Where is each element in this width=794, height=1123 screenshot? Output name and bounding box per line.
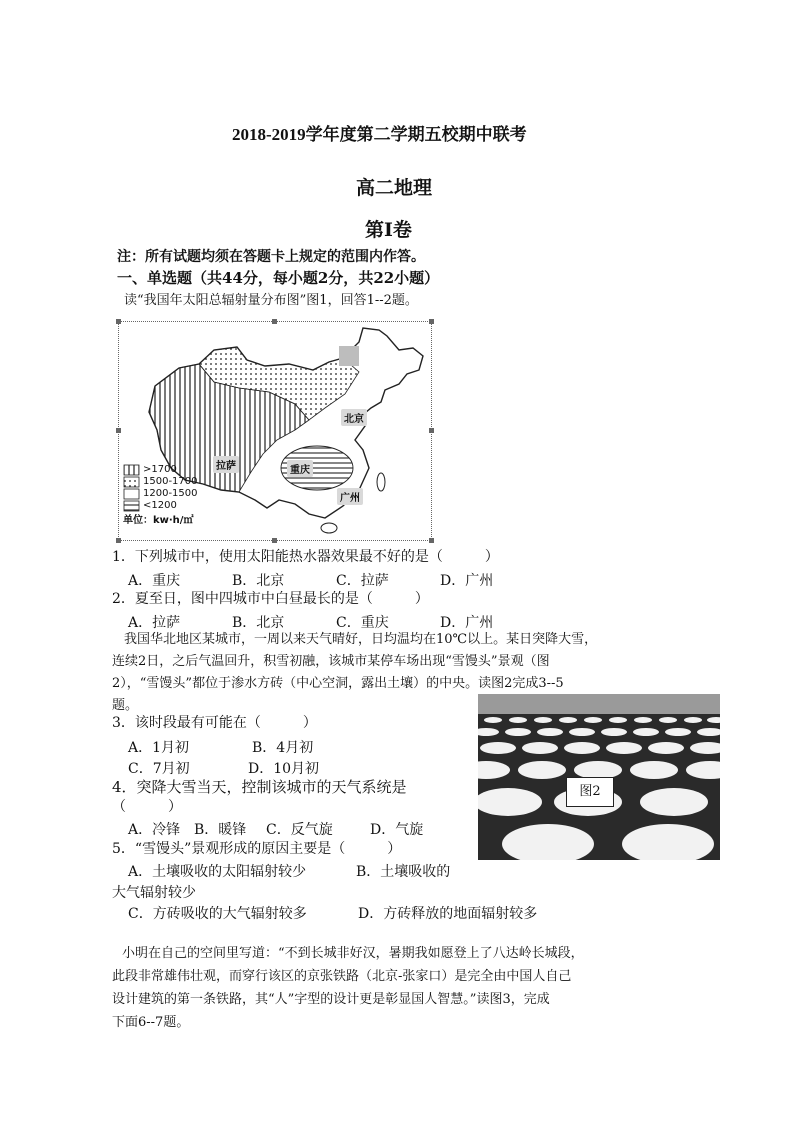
q4-option-c[interactable]: C．反气旋 bbox=[266, 822, 333, 838]
passage-line: 下面6--7题。 bbox=[112, 1015, 190, 1030]
label-chongqing: 重庆 bbox=[287, 460, 313, 477]
legend-item: <1200 bbox=[143, 500, 177, 511]
legend-item: 1200-1500 bbox=[143, 488, 198, 499]
q2-option-c[interactable]: C．重庆 bbox=[336, 615, 389, 631]
legend-item: >1700 bbox=[143, 464, 177, 475]
q3-option-d[interactable]: D．10月初 bbox=[248, 761, 320, 777]
passage-line: 设计建筑的第一条铁路，其“人”字型的设计更是彰显国人智慧。”读图3，完成 bbox=[112, 992, 550, 1007]
q3-option-c[interactable]: C．7月初 bbox=[128, 761, 190, 777]
section-heading: 一、单选题（共44分，每小题2分，共22小题） bbox=[117, 269, 440, 287]
q4-option-b[interactable]: B．暖锋 bbox=[194, 822, 247, 838]
passage-line: 小明在自己的空间里写道：“不到长城非好汉，暑期我如愿登上了八达岭长城段， bbox=[122, 946, 584, 961]
exam-note: 注：所有试题均须在答题卡上规定的范围内作答。 bbox=[117, 249, 425, 265]
subject-title: 高二地理 bbox=[356, 177, 433, 199]
question-4-stem: 4．突降大雪当天，控制该城市的天气系统是 bbox=[112, 778, 407, 796]
q2-option-a[interactable]: A．拉萨 bbox=[128, 615, 181, 631]
label-guangzhou: 广州 bbox=[337, 488, 363, 505]
q2-option-b[interactable]: B．北京 bbox=[232, 615, 285, 631]
q5-option-c[interactable]: C．方砖吸收的大气辐射较多 bbox=[128, 906, 307, 922]
solar-radiation-map bbox=[118, 321, 432, 541]
q5-option-a[interactable]: A．土壤吸收的太阳辐射较少 bbox=[128, 864, 307, 880]
passage-line: 题。 bbox=[112, 698, 139, 713]
figure-2-label: 图2 bbox=[566, 777, 614, 807]
q1-option-d[interactable]: D．广州 bbox=[440, 573, 494, 589]
question-4-stem-cont: （ ） bbox=[112, 799, 182, 815]
legend-unit: 单位：kw·h/㎡ bbox=[123, 515, 194, 526]
q1-option-a[interactable]: A．重庆 bbox=[128, 573, 181, 589]
q5-option-d[interactable]: D．方砖释放的地面辐射较多 bbox=[358, 906, 538, 922]
passage-line: 2），“雪馒头”都位于渗水方砖（中心空洞，露出土壤）的中央。读图2完成3--5 bbox=[112, 676, 564, 691]
volume-title: 第I卷 bbox=[365, 219, 412, 241]
q5-option-b-cont: 大气辐射较少 bbox=[112, 885, 196, 901]
question-2-stem: 2．夏至日，图中四城市中白昼最长的是（ ） bbox=[112, 591, 429, 607]
question-3-stem: 3．该时段最有可能在（ ） bbox=[112, 715, 317, 731]
passage-line: 我国华北地区某城市，一周以来天气晴好，日均温均在10℃以上。某日突降大雪， bbox=[124, 632, 598, 647]
question-1-stem: 1．下列城市中，使用太阳能热水器效果最不好的是（ ） bbox=[112, 549, 499, 565]
q3-option-b[interactable]: B．4月初 bbox=[252, 740, 314, 756]
section-intro: 读“我国年太阳总辐射量分布图”图1，回答1--2题。 bbox=[124, 293, 418, 308]
legend-item: 1500-1700 bbox=[143, 476, 198, 487]
q1-option-b[interactable]: B．北京 bbox=[232, 573, 285, 589]
q1-option-c[interactable]: C．拉萨 bbox=[336, 573, 389, 589]
q4-option-a[interactable]: A．冷锋 bbox=[128, 822, 181, 838]
q5-option-b[interactable]: B．土壤吸收的 bbox=[356, 864, 451, 880]
label-beijing: 北京 bbox=[341, 409, 367, 426]
map-legend bbox=[123, 462, 213, 532]
exam-title: 2018-2019学年度第二学期五校期中联考 bbox=[232, 125, 527, 144]
passage-line: 连续2日，之后气温回升，积雪初融，该城市某停车场出现“雪馒头”景观（图 bbox=[112, 654, 550, 669]
passage-line: 此段非常雄伟壮观，而穿行该区的京张铁路（北京-张家口）是完全由中国人自己 bbox=[112, 969, 572, 984]
q4-option-d[interactable]: D．气旋 bbox=[370, 822, 424, 838]
q3-option-a[interactable]: A．1月初 bbox=[128, 740, 190, 756]
q2-option-d[interactable]: D．广州 bbox=[440, 615, 494, 631]
question-5-stem: 5．“雪馒头”景观形成的原因主要是（ ） bbox=[112, 841, 402, 857]
label-lhasa: 拉萨 bbox=[213, 456, 239, 473]
